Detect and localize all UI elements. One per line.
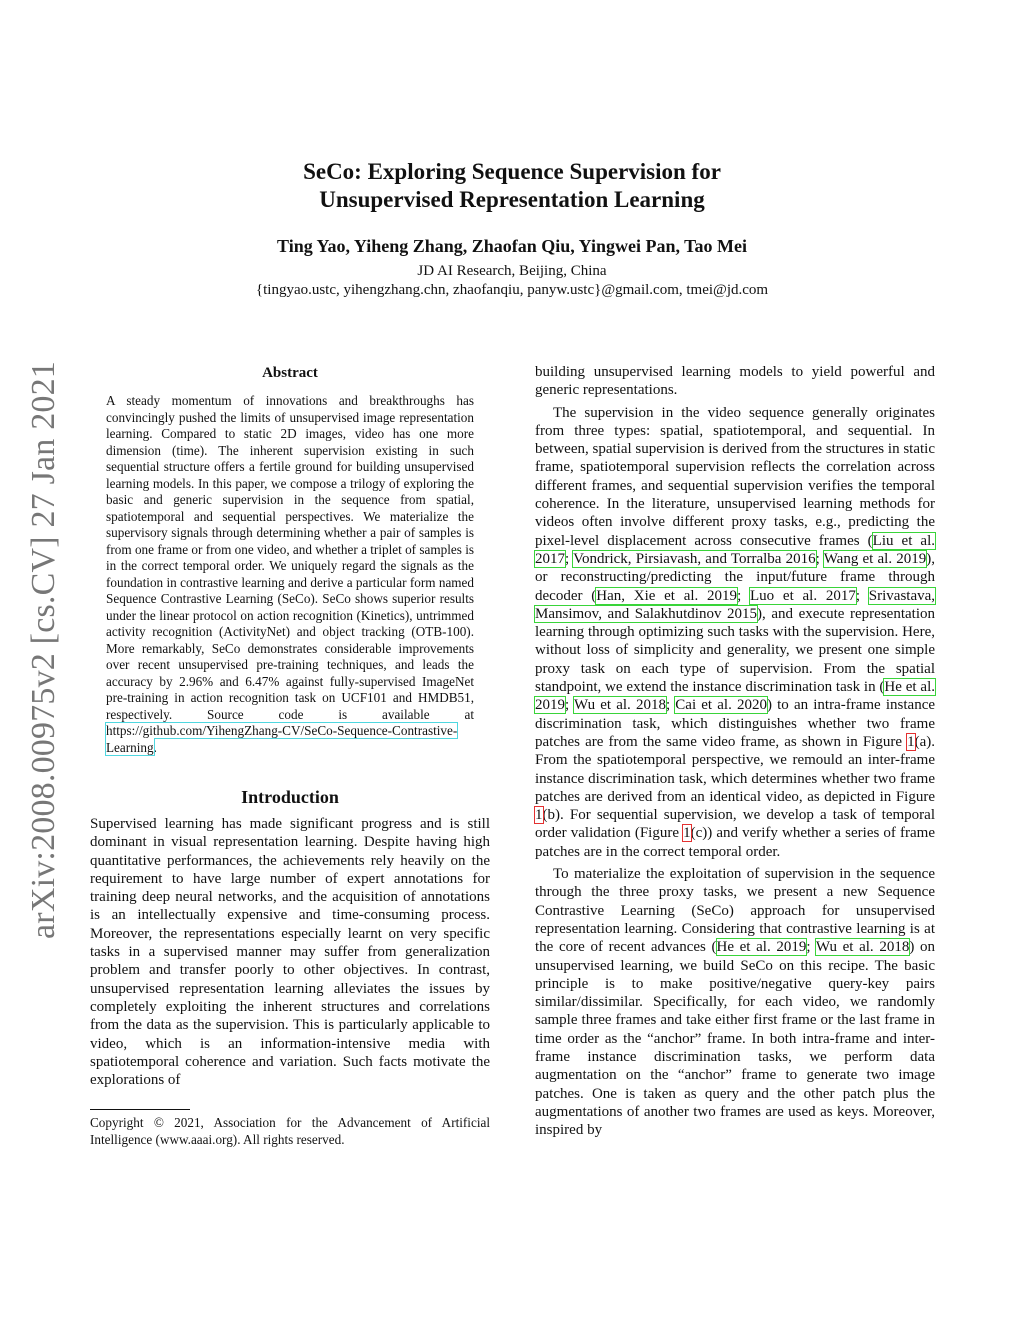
text-run: (a). From the spatiotemporal perspective, we remould an inter-frame instance discrimination task, which determines whether two frame patches are derived from an identical video, as depicted in Figure [535, 733, 935, 805]
text-run: (b). For sequential supervision, we develop a task of temporal order validation (Figure [535, 807, 935, 842]
text-run: The supervision in the video sequence generally originates from three types: spatial, spatiotemporal, and sequential. In between, spatial supervision is derived from the structures in static frame, spatiotemporal supervision reflects the correlation across different frames, and sequential supervision verifies the temporal coherence. In the literature, unsupervised learning methods for videos often involve different proxy tasks, e.g., predicting the pixel-level displacement across consecutive frames ( [535, 404, 935, 549]
affiliation: JD AI Research, Beijing, China [417, 263, 607, 279]
title-line-1: SeCo: Exploring Sequence Supervision for [303, 159, 721, 184]
citation-link[interactable]: Cai et al. 2020 [675, 697, 767, 714]
right-paragraph-1 [535, 404, 935, 861]
text-run: ), or reconstructing/predicting the input/future frame through decoder ( [535, 550, 936, 604]
right-paragraph-0: building unsupervised learning models to yield powerful and generic representations. [535, 364, 935, 399]
text-run: ; [737, 587, 750, 604]
abstract-text [106, 393, 474, 756]
citation-link[interactable]: Wang et al. 2019 [823, 550, 927, 567]
text-run: ) to an intra-frame instance discrimination task, which distinguishes whether two frame patches are from the same video frame, as shown in Figure [535, 697, 936, 750]
figure-link[interactable]: 1 [907, 733, 915, 750]
citation-link[interactable]: Luo et al. 2017 [750, 587, 856, 604]
right-paragraph-2 [535, 865, 935, 1139]
copyright-notice: Copyright © 2021, Association for the Advancement of Artificial Intelligence (www.aaai.org). All rights reserved. [90, 1115, 490, 1147]
text-run: ) on unsupervised learning, we build SeCo on this recipe. The basic principle is to make positive/negative query-key pairs similar/dissimilar. Specifically, for each video, we randomly sample three frames and take either first frame or the last frame in time order as the “anchor” frame. In both intra-frame and inter-frame instance discrimination tasks, we perform data augmentation on the “anchor” frame to generate two image patches. One is taken as query and the other patch plus the augmentations of another two frames are used as keys. Moreover, inspired by [535, 939, 935, 1139]
citation-link[interactable]: He et al. 2019 [535, 679, 935, 714]
abstract-end: . [153, 739, 157, 755]
text-run: ; [806, 939, 816, 956]
citation-link[interactable]: Wu et al. 2018 [815, 939, 910, 956]
text-run: (c)) and verify whether a series of frame patches are in the correct temporal order. [535, 825, 935, 860]
text-run: To materialize the exploitation of supervision in the sequence through the three proxy tasks, we present a new Sequence Contrastive Learning (SeCo) approach for unsupervised representation learning. Considering that contrastive learning is at the core of recent advances ( [535, 866, 935, 956]
figure-link[interactable]: 1 [535, 807, 543, 824]
text-run: ; [665, 697, 676, 714]
arxiv-stamp [24, 355, 64, 945]
text-run: ), and execute representation learning through optimizing such tasks with the supervision. Here, without loss of simplicity and generality, we present one simple proxy task on each type of supervision. From the spatial standpoint, we extend the instance discrimination task in ( [535, 605, 935, 696]
text-run: ; [565, 697, 575, 714]
intro-paragraph-1: Supervised learning has made significant progress and is still dominant in visual representation learning. Despite having high quantitative performances, the achievements rely heavily on the requirement to have large number of expert annotations for training deep neural networks, and the acquisition of annotations is an intellectually expensive and time-consuming process. Moreover, the representations especially learnt on very specific tasks in a supervised manner may suffer from generalization problem and transfer poorly to other objectives. In contrast, unsupervised representation learning alleviates the issues by completely exploiting the inherent structures and correlations from the data as the supervision. This is particularly applicable to video, which is an information-intensive media with spatiotemporal coherence and variation. Such facts motivate the explorations of [90, 816, 490, 1089]
left-column [90, 363, 490, 1148]
title-line-2: Unsupervised Representation Learning [319, 187, 705, 212]
text-run: ; [815, 550, 824, 567]
source-code-link[interactable]: https://github.com/YihengZhang-CV/SeCo-Sequence-Contrastive-Learning [106, 723, 458, 755]
citation-link[interactable]: He et al. 2019 [716, 939, 807, 956]
footnote-rule [90, 1109, 190, 1110]
citation-link[interactable]: Han, Xie et al. 2019 [596, 587, 738, 604]
right-column [535, 363, 935, 1139]
figure-link[interactable]: 1 [683, 825, 691, 842]
authors: Ting Yao, Yiheng Zhang, Zhaofan Qiu, Yingwei Pan, Tao Mei [277, 236, 747, 256]
introduction-heading: Introduction [241, 787, 339, 807]
citation-link[interactable]: Vondrick, Pirsiavash, and Torralba 2016 [573, 550, 816, 567]
paper-title [160, 158, 864, 214]
text-run: ; [855, 587, 869, 604]
citation-link[interactable]: Liu et al. 2017 [535, 532, 935, 567]
text-run: ; [565, 550, 574, 567]
emails: {tingyao.ustc, yihengzhang.chn, zhaofanqiu, panyw.ustc}@gmail.com, tmei@jd.com [255, 282, 769, 298]
citation-link[interactable]: Srivastava, Mansimov, and Salakhutdinov 2015 [535, 587, 936, 622]
citation-link[interactable]: Wu et al. 2018 [574, 697, 666, 714]
abstract-heading: Abstract [262, 365, 318, 381]
arxiv-id: arXiv:2008.00975v2 [cs.CV] 27 Jan 2021 [25, 361, 63, 939]
abstract-body: A steady momentum of innovations and breakthroughs has convincingly pushed the limits of unsupervised image representation learning. Compared to static 2D images, video has one more dimension (time). The inherent supervision existing in such sequential structure offers a fertile ground for building unsupervised learning models. In this paper, we compose a trilogy of exploring the basic and generic supervision in the sequence from spatial, spatiotemporal and sequential perspectives. We materialize the supervisory signals through determining whether a pair of samples is from one frame or from one video, and whether a triplet of samples is in the correct temporal order. We uniquely regard the signals as the foundation in contrastive learning and derive a particular form named Sequence Contrastive Learning (SeCo). SeCo shows superior results under the linear protocol on action recognition (Kinetics), untrimmed activity recognition (ActivityNet) and object tracking (OTB-100). More remarkably, SeCo demonstrates considerable improvements over recent unsupervised pre-training techniques, and leads the accuracy by 2.96% and 6.47% against fully-supervised ImageNet pre-training in action recognition task on UCF101 and HMDB51, respectively. Source code is available at [106, 393, 474, 722]
